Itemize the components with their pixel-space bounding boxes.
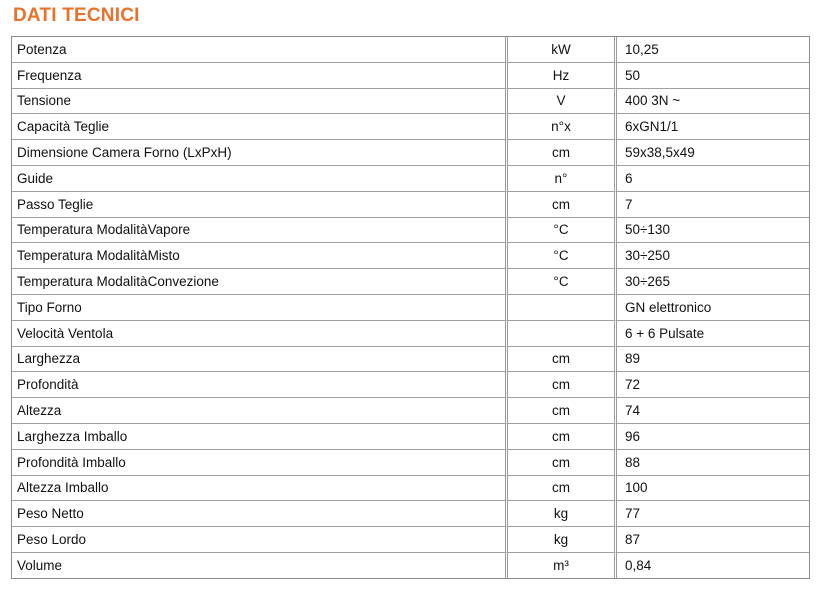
spec-value: 6 + 6 Pulsate (617, 321, 809, 347)
spec-value: 10,25 (617, 37, 809, 63)
spec-label: Tensione (12, 89, 508, 115)
spec-value: 50 (617, 63, 809, 89)
spec-label: Tipo Forno (12, 295, 508, 321)
spec-label: Frequenza (12, 63, 508, 89)
spec-unit: cm (508, 398, 617, 424)
spec-label: Profondità (12, 372, 508, 398)
table-row (12, 37, 809, 63)
table-row (12, 527, 809, 553)
spec-value: 72 (617, 372, 809, 398)
table-row (12, 295, 809, 321)
spec-unit: V (508, 89, 617, 115)
spec-label: Altezza (12, 398, 508, 424)
spec-unit (508, 321, 617, 347)
spec-value: 7 (617, 192, 809, 218)
spec-label: Altezza Imballo (12, 476, 508, 502)
spec-unit: cm (508, 424, 617, 450)
spec-unit: cm (508, 450, 617, 476)
spec-unit: Hz (508, 63, 617, 89)
spec-label: Velocità Ventola (12, 321, 508, 347)
spec-value: 89 (617, 347, 809, 373)
spec-label: Dimensione Camera Forno (LxPxH) (12, 140, 508, 166)
spec-label: Temperatura ModalitàMisto (12, 243, 508, 269)
table-row (12, 166, 809, 192)
specs-table (11, 36, 810, 579)
spec-label: Temperatura ModalitàConvezione (12, 269, 508, 295)
spec-value: 30÷265 (617, 269, 809, 295)
spec-value: 59x38,5x49 (617, 140, 809, 166)
spec-label: Profondità Imballo (12, 450, 508, 476)
table-row (12, 372, 809, 398)
spec-unit: kg (508, 501, 617, 527)
spec-unit: °C (508, 269, 617, 295)
table-row (12, 63, 809, 89)
table-row (12, 347, 809, 373)
spec-value: 88 (617, 450, 809, 476)
spec-unit (508, 295, 617, 321)
spec-unit: °C (508, 218, 617, 244)
table-row (12, 450, 809, 476)
spec-label: Larghezza Imballo (12, 424, 508, 450)
spec-unit: kW (508, 37, 617, 63)
table-row (12, 192, 809, 218)
spec-label: Passo Teglie (12, 192, 508, 218)
table-row (12, 114, 809, 140)
table-row (12, 140, 809, 166)
spec-unit: n°x (508, 114, 617, 140)
spec-value: 0,84 (625, 557, 652, 573)
specs-table-body (12, 37, 809, 578)
spec-unit: cm (508, 476, 617, 502)
spec-value: 50÷130 (617, 218, 809, 244)
spec-value: GN elettronico (617, 295, 809, 321)
spec-unit: cm (508, 192, 617, 218)
spec-label: Capacità Teglie (12, 114, 508, 140)
table-row (12, 243, 809, 269)
spec-value: 74 (617, 398, 809, 424)
spec-unit: °C (508, 243, 617, 269)
spec-label: Guide (12, 166, 508, 192)
spec-unit: n° (508, 166, 617, 192)
table-row (12, 398, 809, 424)
spec-label: Larghezza (12, 347, 508, 373)
spec-unit: cm (508, 372, 617, 398)
table-row (12, 553, 809, 578)
spec-value: 400 3N ~ (617, 89, 809, 115)
spec-value: 6xGN1/1 (617, 114, 809, 140)
spec-value: 96 (617, 424, 809, 450)
table-row (12, 321, 809, 347)
spec-value: 87 (617, 527, 809, 553)
spec-value: 100 (617, 476, 809, 502)
spec-unit: m³ (508, 553, 617, 578)
spec-label: Volume (12, 553, 508, 578)
table-row (12, 89, 809, 115)
spec-value: 6 (617, 166, 809, 192)
table-row (12, 424, 809, 450)
spec-unit: kg (508, 527, 617, 553)
spec-label: Peso Netto (12, 501, 508, 527)
table-row (12, 269, 809, 295)
table-row (12, 218, 809, 244)
spec-unit: cm (508, 347, 617, 373)
spec-label: Potenza (12, 37, 508, 63)
table-row (12, 501, 809, 527)
table-row (12, 476, 809, 502)
page-title: DATI TECNICI (13, 5, 140, 26)
spec-label: Temperatura ModalitàVapore (12, 218, 508, 244)
spec-value: 77 (617, 501, 809, 527)
spec-label: Peso Lordo (12, 527, 508, 553)
spec-unit: cm (508, 140, 617, 166)
spec-value: 30÷250 (617, 243, 809, 269)
